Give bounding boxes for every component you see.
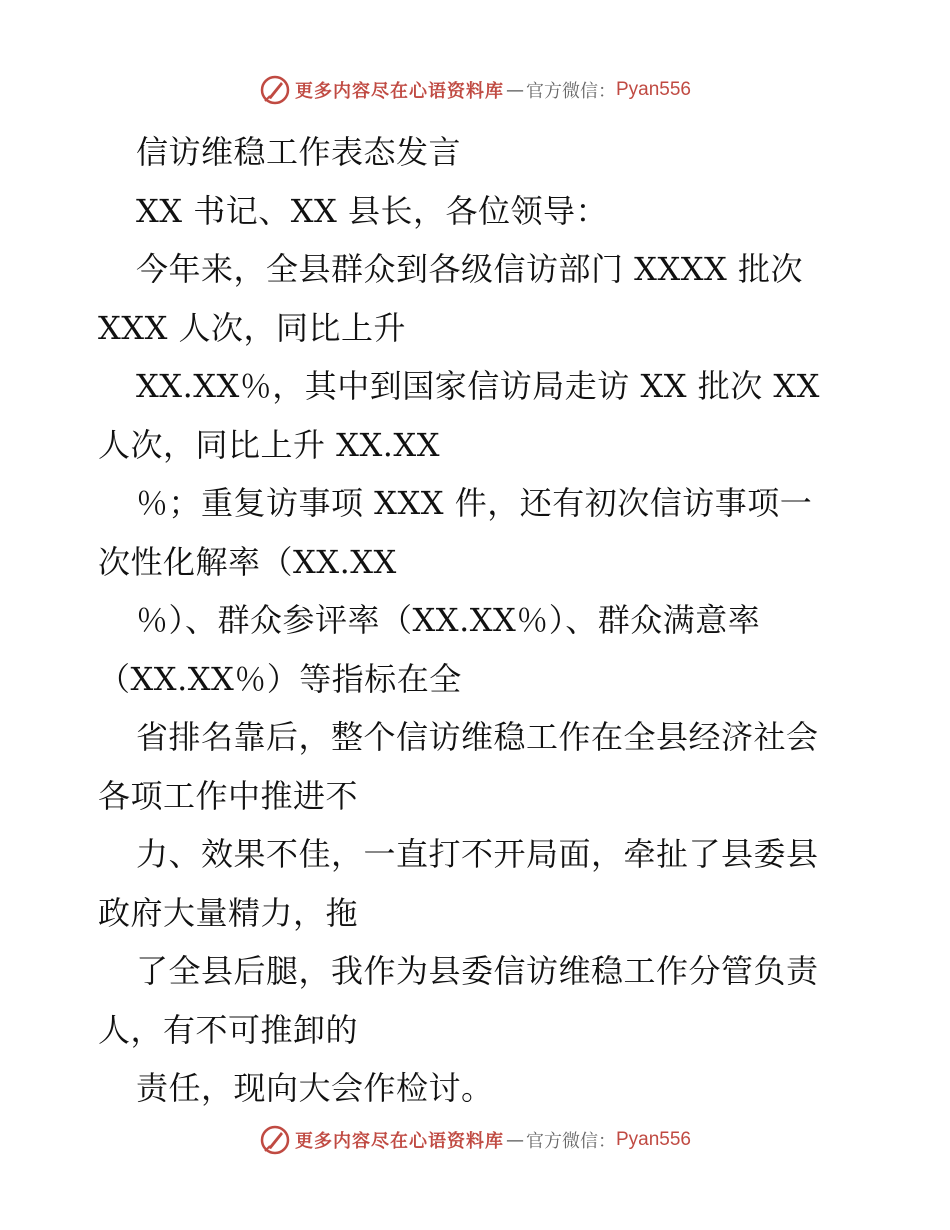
watermark-contact-id: Pyan556 bbox=[615, 79, 691, 100]
paragraph-line: ％；重复访事项 XXX 件，还有初次信访事项一 bbox=[136, 484, 813, 522]
paragraph-line: （XX.XX％）等指标在全 bbox=[98, 659, 462, 698]
document-title: 信访维稳工作表态发言 bbox=[136, 133, 462, 171]
watermark-brand: 更多内容尽在心语资料库 bbox=[294, 1131, 504, 1152]
paragraph-line: 力、效果不佳，一直打不开局面，牵扯了县委县 bbox=[136, 835, 819, 873]
paragraph-line: 人，有不可推卸的 bbox=[98, 1010, 359, 1049]
paragraph-line: 次性化解率（XX.XX bbox=[98, 542, 397, 581]
watermark-contact-label: 官方微信： bbox=[525, 81, 616, 102]
header-watermark bbox=[0, 70, 950, 110]
footer-watermark bbox=[0, 1120, 950, 1160]
paragraph-line: 责任，现向大会作检讨。 bbox=[136, 1069, 494, 1107]
paragraph-line: 今年来，全县群众到各级信访部门 XXXX 批次 bbox=[136, 250, 803, 288]
feather-logo-icon bbox=[259, 74, 291, 106]
paragraph-line: 政府大量精力，拖 bbox=[98, 893, 359, 932]
paragraph-line: 了全县后腿，我作为县委信访维稳工作分管负责 bbox=[136, 952, 819, 990]
watermark-separator: — bbox=[505, 1129, 524, 1151]
watermark-contact-id: Pyan556 bbox=[615, 1129, 691, 1150]
salutation: XX 书记、XX 县长，各位领导： bbox=[136, 191, 608, 230]
watermark-separator: — bbox=[505, 79, 524, 101]
document-body bbox=[98, 123, 868, 1118]
feather-logo-icon bbox=[259, 1124, 291, 1156]
paragraph-line: XX.XX％，其中到国家信访局走访 XX 批次 XX bbox=[136, 367, 820, 405]
paragraph-line: 人次，同比上升 XX.XX bbox=[98, 425, 440, 464]
watermark-contact-label: 官方微信： bbox=[525, 1131, 616, 1152]
paragraph-line: 各项工作中推进不 bbox=[98, 776, 359, 815]
paragraph-line: 省排名靠后，整个信访维稳工作在全县经济社会 bbox=[136, 718, 819, 756]
paragraph-line: ％）、群众参评率（XX.XX％）、群众满意率 bbox=[136, 601, 761, 639]
paragraph-line: XXX 人次，同比上升 bbox=[98, 308, 407, 347]
watermark-brand: 更多内容尽在心语资料库 bbox=[294, 81, 504, 102]
